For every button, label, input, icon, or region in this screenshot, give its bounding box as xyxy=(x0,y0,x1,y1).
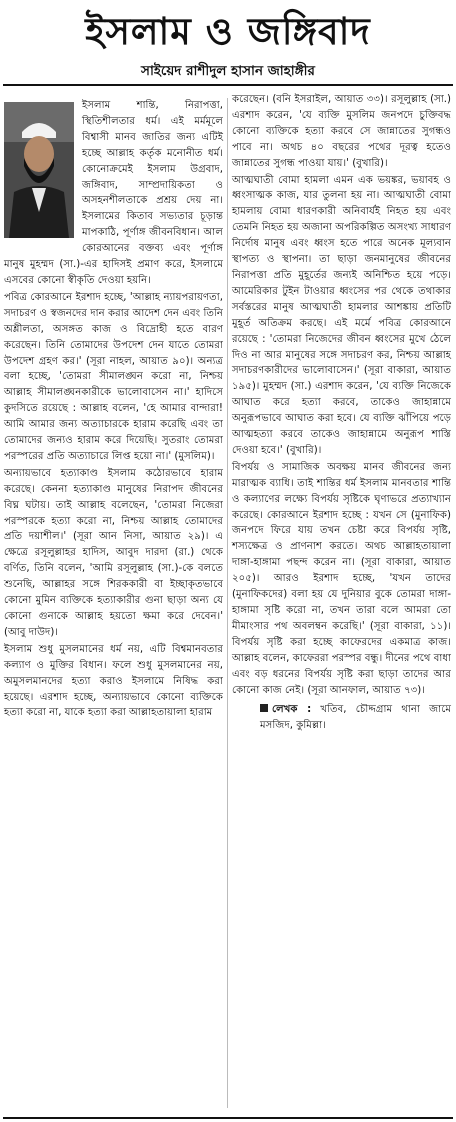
paragraph: আত্মঘাতী বোমা হামলা এমন এক ভয়ঙ্কর, ভয়াবহ ও ধ্বংসাত্মক কাজ, যার তুলনা হয় না। আত্মঘাতী বোমা হামলায় বোমা ধারণকারী অনিবার্যই নিহত হয় এবং তেমনি নিহত হয় অজানা অপরিকল্পিত অসংখ্য সাধারণ নির্দোষ মানুষ এবং ধ্বংস হতে পারে অনেক মূল্যবান স্থাপত্য ও স্থাপনা। তা ছাড়া জনমানুষের জীবনের নিরাপত্তা প্রতি মুহূর্তের জন্যই অনিশ্চিত হয়ে পড়ে। আমেরিকার টুইন টাওয়ার ধ্বংসের পর থেকে তথাকার সর্বস্তরের মানুষ আত্মঘাতী হামলার আশঙ্কায় প্রতিটি মুহূর্ত অতিক্রম করছে। এই মর্মে পবিত্র কোরআনে রয়েছে : 'তোমরা নিজেদের জীবন ধ্বংসের মুখে ঠেলে দিও না আর মানুষের সঙ্গে সদাচরণ কর, নিশ্চয় আল্লাহ সদাচরণকারীদের ভালোবাসেন।' (সূরা বাকারা, আয়াত ১৯৫)। মুহম্মদ (সা.) এরশাদ করেন, 'যে ব্যক্তি নিজেকে আঘাত করে হত্যা করবে, তাকেও জাহান্নামে অনুরূপভাবে আঘাত করা হবে। যে ব্যক্তি ঝাঁপিয়ে পড়ে আত্মহত্যা করবে তাকেও জাহান্নামে অনুরূপ শাস্তি দেওয়া হবে।' (বুখারি)। xyxy=(232,174,451,456)
author-signature xyxy=(232,702,451,734)
paragraph: ইসলাম শান্তি, নিরাপত্তা, স্থিতিশীলতার ধর্ম। এই মর্মমূলে বিশ্বাসী মানব জাতির জন্য এটিই হচ্ছে আল্লাহ কর্তৃক মনোনীত ধর্ম। কোনোক্রমেই ইসলাম উগ্রবাদ, জঙ্গিবাদ, সাম্প্রদায়িকতা ও অসহনশীলতাকে প্রশ্রয় দেয় না। ইসলামের কিতাব সভ্যতার চূড়ান্ত মাপকাঠি, পূর্ণাঙ্গ জীবনবিধান। আল কোরআনের বক্তব্য এবং পূর্ণাঙ্গ মানুষ মুহম্মদ (সা.)-এর হাদিসই প্রমাণ করে, ইসলামে এসবের কোনো স্বীকৃতি দেওয়া হয়নি। xyxy=(4,100,223,286)
paragraph: ইসলাম শুধু মুসলমানের ধর্ম নয়, এটি বিশ্বমানবতার কল্যাণ ও মুক্তির বিধান। ফলে শুধু মুসলমানের নয়, অমুসলমানদের হত্যা করাও ইসলামে নিষিদ্ধ করা হয়েছে। এরশাদ হচ্ছে, অন্যায়ভাবে কোনো ব্যক্তিকে হত্যা করো না, যাকে হত্যা করা আল্লাহতায়ালা হারাম xyxy=(4,643,223,719)
article-byline: সাইয়েদ রাশীদুল হাসান জাহাঙ্গীর xyxy=(141,63,315,79)
author-portrait-image xyxy=(4,102,74,238)
paragraph: করেছেন। (বনি ইসরাইল, আয়াত ৩৩)। রসূলুল্লাহ (সা.) এরশাদ করেন, 'যে ব্যক্তি মুসলিম জনপদে চুক্তিবদ্ধ কোনো ব্যক্তিকে হত্যা করবে সে জান্নাতের সুগন্ধও পাবে না। অথচ ৪০ বছরের পথের দূরত্ব হতেও জান্নাতের সুগন্ধ পাওয়া যায়।' (বুখারি)। xyxy=(232,94,451,169)
top-rule xyxy=(3,84,453,86)
paragraph: অন্যায়ভাবে হত্যাকাণ্ড ইসলাম কঠোরভাবে হারাম করেছে। কেননা হত্যাকাণ্ড মানুষের নিরাপদ জীবনের বিঘ্ন ঘটায়। তাই আল্লাহ বলেছেন, 'তোমরা নিজেরা পরস্পরকে হত্যা করো না, নিশ্চয় আল্লাহ তোমাদের প্রতি দয়াশীল।' (সূরা আন নিসা, আয়াত ২৯)। এ ক্ষেত্রে রসূলুল্লাহর হাদিস, আবুদ দারদা (রা.) থেকে বর্ণিত, তিনি বলেন, 'আমি রসূলুল্লাহ (সা.)-কে বলতে শুনেছি, আল্লাহর সঙ্গে শিরককারী বা ইচ্ছাকৃতভাবে কোনো মুমিন ব্যক্তিকে হত্যাকারীর গুনা ছাড়া অন্য যে কোনো গুনাকে আল্লাহ হয়তো ক্ষমা করে দেবেন।' (আবু দাউদ)। xyxy=(4,467,223,638)
right-column xyxy=(232,92,451,734)
signature-text: খতিব, চৌদ্দগ্রাম থানা জামে মসজিদ, কুমিল্লা। xyxy=(260,704,451,732)
column-divider xyxy=(227,98,228,1108)
author-photo xyxy=(4,102,74,238)
signature-label: লেখক : xyxy=(272,704,312,716)
left-column xyxy=(4,98,223,722)
paragraph: বিপর্যয় ও সামাজিক অবক্ষয় মানব জীবনের জন্য মারাত্মক ব্যাধি। তাই শান্তির ধর্ম ইসলাম মানবতার শান্তি ও কল্যাণের লক্ষ্যে বিপর্যয় সৃষ্টিকে ঘৃণাভরে প্রত্যাখ্যান করেছে। কোরআনে ইরশাদ হচ্ছে : যখন সে (মুনাফিক) জনপদে ফিরে যায় তখন চেষ্টা করে বিপর্যয় সৃষ্টি, শস্যক্ষেত্র ও প্রাণনাশ করতে। অথচ আল্লাহতায়ালা দাঙ্গা-হাঙ্গামা পছন্দ করেন না। (সূরা বাকারা, আয়াত ২০৫)। আরও ইরশাদ হচ্ছে, 'যখন তাদের (মুনাফিকদের) বলা হয় যে দুনিয়ার বুকে তোমরা দাঙ্গা-হাঙ্গামা সৃষ্টি করো না, তখন তারা বলে আমরা তো মীমাংসার পথ অবলম্বন করেছি।' (সূরা বাকারা, ১১)। বিপর্যয় সৃষ্টি করা হচ্ছে কাফেরদের একমাত্র কাজ। আল্লাহ বলেন, কাফেররা পরস্পর বন্ধু। দীনের পথে বাধা এবং বড় ধরনের বিপর্যয় সৃষ্টি করা ছাড়া তাদের আর কোনো কাজ নেই। (সূরা আনফাল, আয়াত ৭৩)। xyxy=(232,461,451,696)
article-headline: ইসলাম ও জঙ্গিবাদ xyxy=(85,9,371,53)
paragraph: পবিত্র কোরআনে ইরশাদ হচ্ছে, 'আল্লাহ ন্যায়পরায়ণতা, সদাচরণ ও স্বজনদের দান করার আদেশ দেন এবং তিনি অশ্লীলতা, অসঙ্গত কাজ ও বিদ্রোহী হতে বারণ করেছেন। তিনি তোমাদের উপদেশ দেন যাতে তোমরা উপদেশ গ্রহণ কর।' (সূরা নাহল, আয়াত ৯০)। অন্যত্র বলা হচ্ছে, 'তোমরা সীমালঙ্ঘন করো না, নিশ্চয় আল্লাহ সীমালঙ্ঘনকারীকে ভালোবাসেন না।' হাদিসে কুদসিতে রয়েছে : আল্লাহ বলেন, 'হে আমার বান্দারা! আমি আমার জন্য অত্যাচারকে হারাম করেছি এবং তা তোমাদের জন্যও হারাম করে দিয়েছি। সুতরাং তোমরা পরস্পরের প্রতি অত্যাচারে লিপ্ত হয়ো না।' (মুসলিম)। xyxy=(4,291,223,462)
square-bullet-icon xyxy=(260,704,268,712)
bottom-rule xyxy=(3,1117,453,1119)
